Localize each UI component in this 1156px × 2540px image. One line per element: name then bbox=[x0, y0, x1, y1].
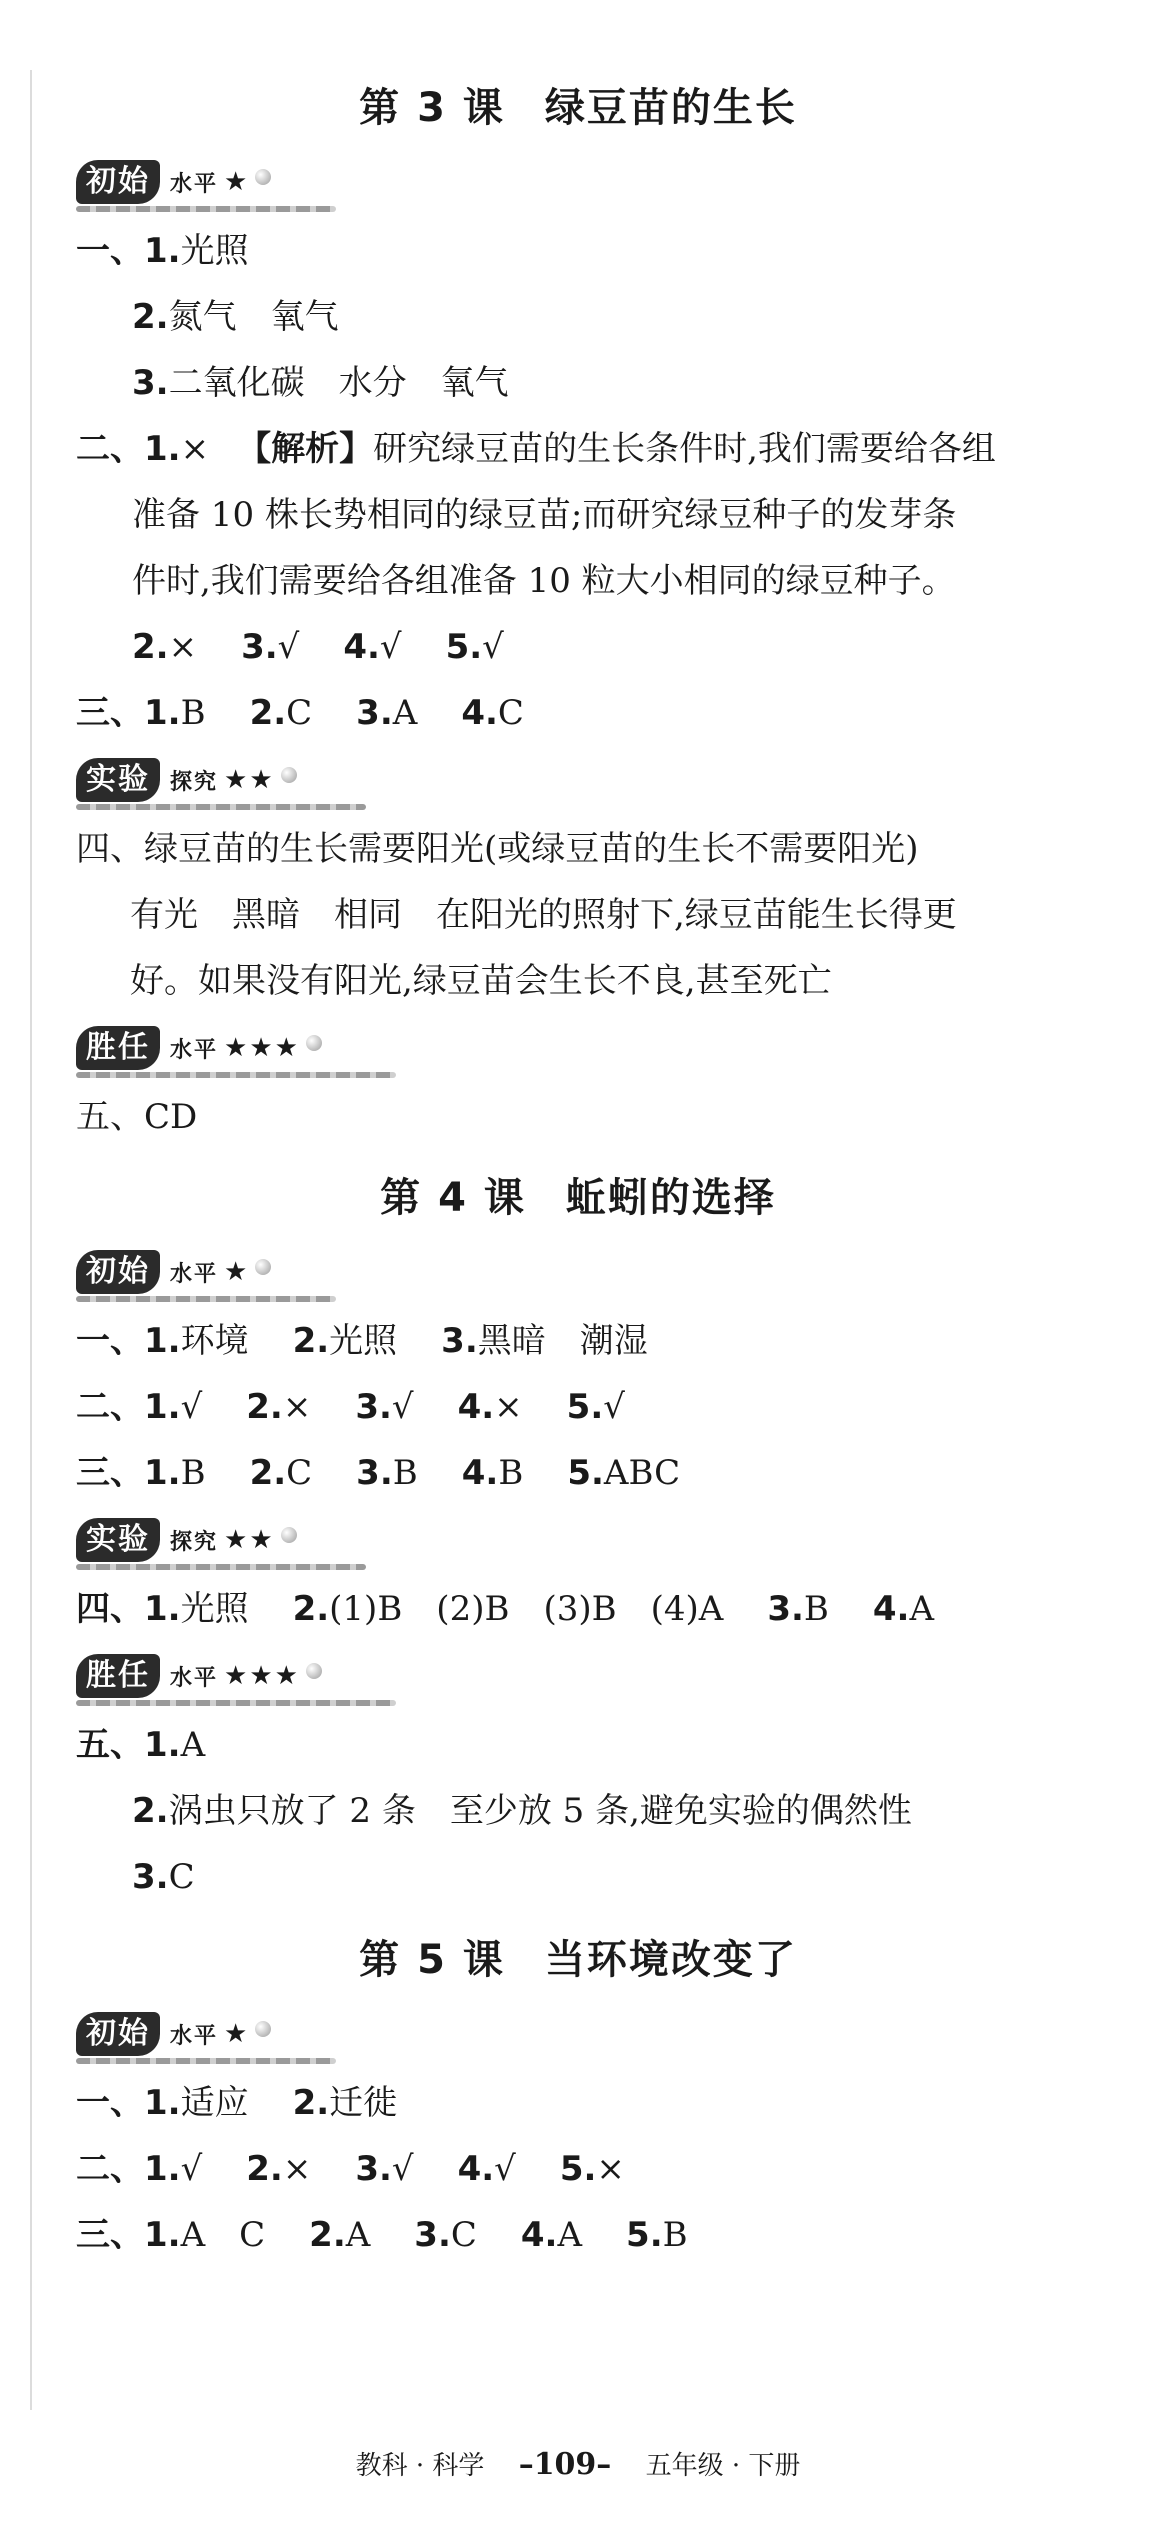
badge-underline bbox=[76, 804, 366, 810]
star-rating: ★ bbox=[224, 1257, 250, 1287]
badge-label: 胜任 bbox=[76, 1654, 160, 1698]
level-badge-initial bbox=[76, 1238, 1156, 1308]
badge-sublabel: 水平 bbox=[170, 171, 219, 197]
answer-line: 准备 10 株长势相同的绿豆苗;而研究绿豆种子的发芽条 bbox=[132, 495, 957, 535]
page-number: –109– bbox=[518, 2447, 612, 2482]
answer-line: 3.二氧化碳 水分 氧气 bbox=[132, 363, 509, 403]
star-rating: ★★★ bbox=[224, 1033, 300, 1063]
answer-line: 好。如果没有阳光,绿豆苗会生长不良,甚至死亡 bbox=[130, 961, 832, 1001]
badge-label: 实验 bbox=[76, 1518, 160, 1562]
lesson-title bbox=[0, 1920, 1156, 2000]
badge-sublabel: 水平 bbox=[170, 1261, 219, 1287]
star-rating: ★★ bbox=[224, 1525, 275, 1555]
answer-line: 二、1.√ 2.× 3.√ 4.× 5.√ bbox=[76, 1387, 625, 1427]
lesson-name: 当环境改变了 bbox=[544, 1937, 797, 1983]
badge-label: 初始 bbox=[76, 160, 160, 204]
footer-subject: 教科 · 科学 bbox=[355, 2451, 485, 2481]
star-rating: ★★ bbox=[224, 765, 275, 795]
badge-sublabel: 水平 bbox=[170, 1037, 219, 1063]
answer-line: 2.× 3.√ 4.√ 5.√ bbox=[132, 627, 504, 667]
page-footer bbox=[0, 2440, 1156, 2491]
level-badge-experiment bbox=[76, 1506, 1156, 1576]
answer-line: 件时,我们需要给各组准备 10 粒大小相同的绿豆种子。 bbox=[132, 561, 956, 601]
answer-line: 一、1.光照 bbox=[76, 231, 249, 271]
answer-line: 一、1.适应 2.迁徙 bbox=[76, 2083, 398, 2123]
analysis-tag: 【解析】 bbox=[237, 429, 374, 469]
ball-icon bbox=[306, 1035, 322, 1051]
badge-underline bbox=[76, 1700, 396, 1706]
level-badge-competent bbox=[76, 1014, 1156, 1084]
lesson-number: 第 3 课 bbox=[359, 85, 505, 131]
lesson-title bbox=[0, 1158, 1156, 1238]
answer-line: 二、1.√ 2.× 3.√ 4.√ 5.× bbox=[76, 2149, 625, 2189]
star-rating: ★ bbox=[224, 2019, 250, 2049]
badge-underline bbox=[76, 1564, 366, 1570]
ball-icon bbox=[255, 2021, 271, 2037]
lesson-number: 第 4 课 bbox=[380, 1175, 526, 1221]
ball-icon bbox=[281, 1527, 297, 1543]
badge-underline bbox=[76, 2058, 336, 2064]
badge-sublabel: 水平 bbox=[170, 1665, 219, 1691]
answer-line: 三、1.B 2.C 3.B 4.B 5.ABC bbox=[76, 1453, 681, 1493]
badge-label: 初始 bbox=[76, 1250, 160, 1294]
answer-line: 二、1.× 【解析】研究绿豆苗的生长条件时,我们需要给各组 bbox=[76, 429, 996, 469]
badge-label: 实验 bbox=[76, 758, 160, 802]
answer-line: 五、CD bbox=[76, 1097, 198, 1137]
badge-underline bbox=[76, 1072, 396, 1078]
lesson-number: 第 5 课 bbox=[359, 1937, 505, 1983]
level-badge-competent bbox=[76, 1642, 1156, 1712]
badge-label: 胜任 bbox=[76, 1026, 160, 1070]
lesson-name: 蚯蚓的选择 bbox=[565, 1175, 776, 1221]
answer-line: 五、1.A bbox=[76, 1725, 206, 1765]
ball-icon bbox=[281, 767, 297, 783]
ball-icon bbox=[255, 1259, 271, 1275]
answer-line: 一、1.环境 2.光照 3.黑暗 潮湿 bbox=[76, 1321, 648, 1361]
answer-line: 四、1.光照 2.(1)B (2)B (3)B (4)A 3.B 4.A bbox=[76, 1589, 935, 1629]
ball-icon bbox=[255, 169, 271, 185]
star-rating: ★ bbox=[224, 167, 250, 197]
answer-line: 2.涡虫只放了 2 条 至少放 5 条,避免实验的偶然性 bbox=[132, 1791, 912, 1831]
lesson-name: 绿豆苗的生长 bbox=[544, 85, 797, 131]
footer-grade: 五年级 · 下册 bbox=[645, 2451, 801, 2481]
level-badge-experiment bbox=[76, 746, 1156, 816]
badge-underline bbox=[76, 206, 336, 212]
badge-sublabel: 探究 bbox=[170, 769, 219, 795]
badge-underline bbox=[76, 1296, 336, 1302]
answer-line: 有光 黑暗 相同 在阳光的照射下,绿豆苗能生长得更 bbox=[130, 895, 957, 935]
answer-line: 三、1.B 2.C 3.A 4.C bbox=[76, 693, 524, 733]
ball-icon bbox=[306, 1663, 322, 1679]
answer-line: 3.C bbox=[132, 1857, 195, 1897]
lesson-title bbox=[0, 68, 1156, 148]
level-badge-initial bbox=[76, 148, 1156, 218]
level-badge-initial bbox=[76, 2000, 1156, 2070]
badge-label: 初始 bbox=[76, 2012, 160, 2056]
star-rating: ★★★ bbox=[224, 1661, 300, 1691]
answer-line: 2.氮气 氧气 bbox=[132, 297, 339, 337]
answer-line: 三、1.A C 2.A 3.C 4.A 5.B bbox=[76, 2215, 688, 2255]
answer-line: 四、绿豆苗的生长需要阳光(或绿豆苗的生长不需要阳光) bbox=[76, 829, 919, 869]
badge-sublabel: 探究 bbox=[170, 1529, 219, 1555]
badge-sublabel: 水平 bbox=[170, 2023, 219, 2049]
